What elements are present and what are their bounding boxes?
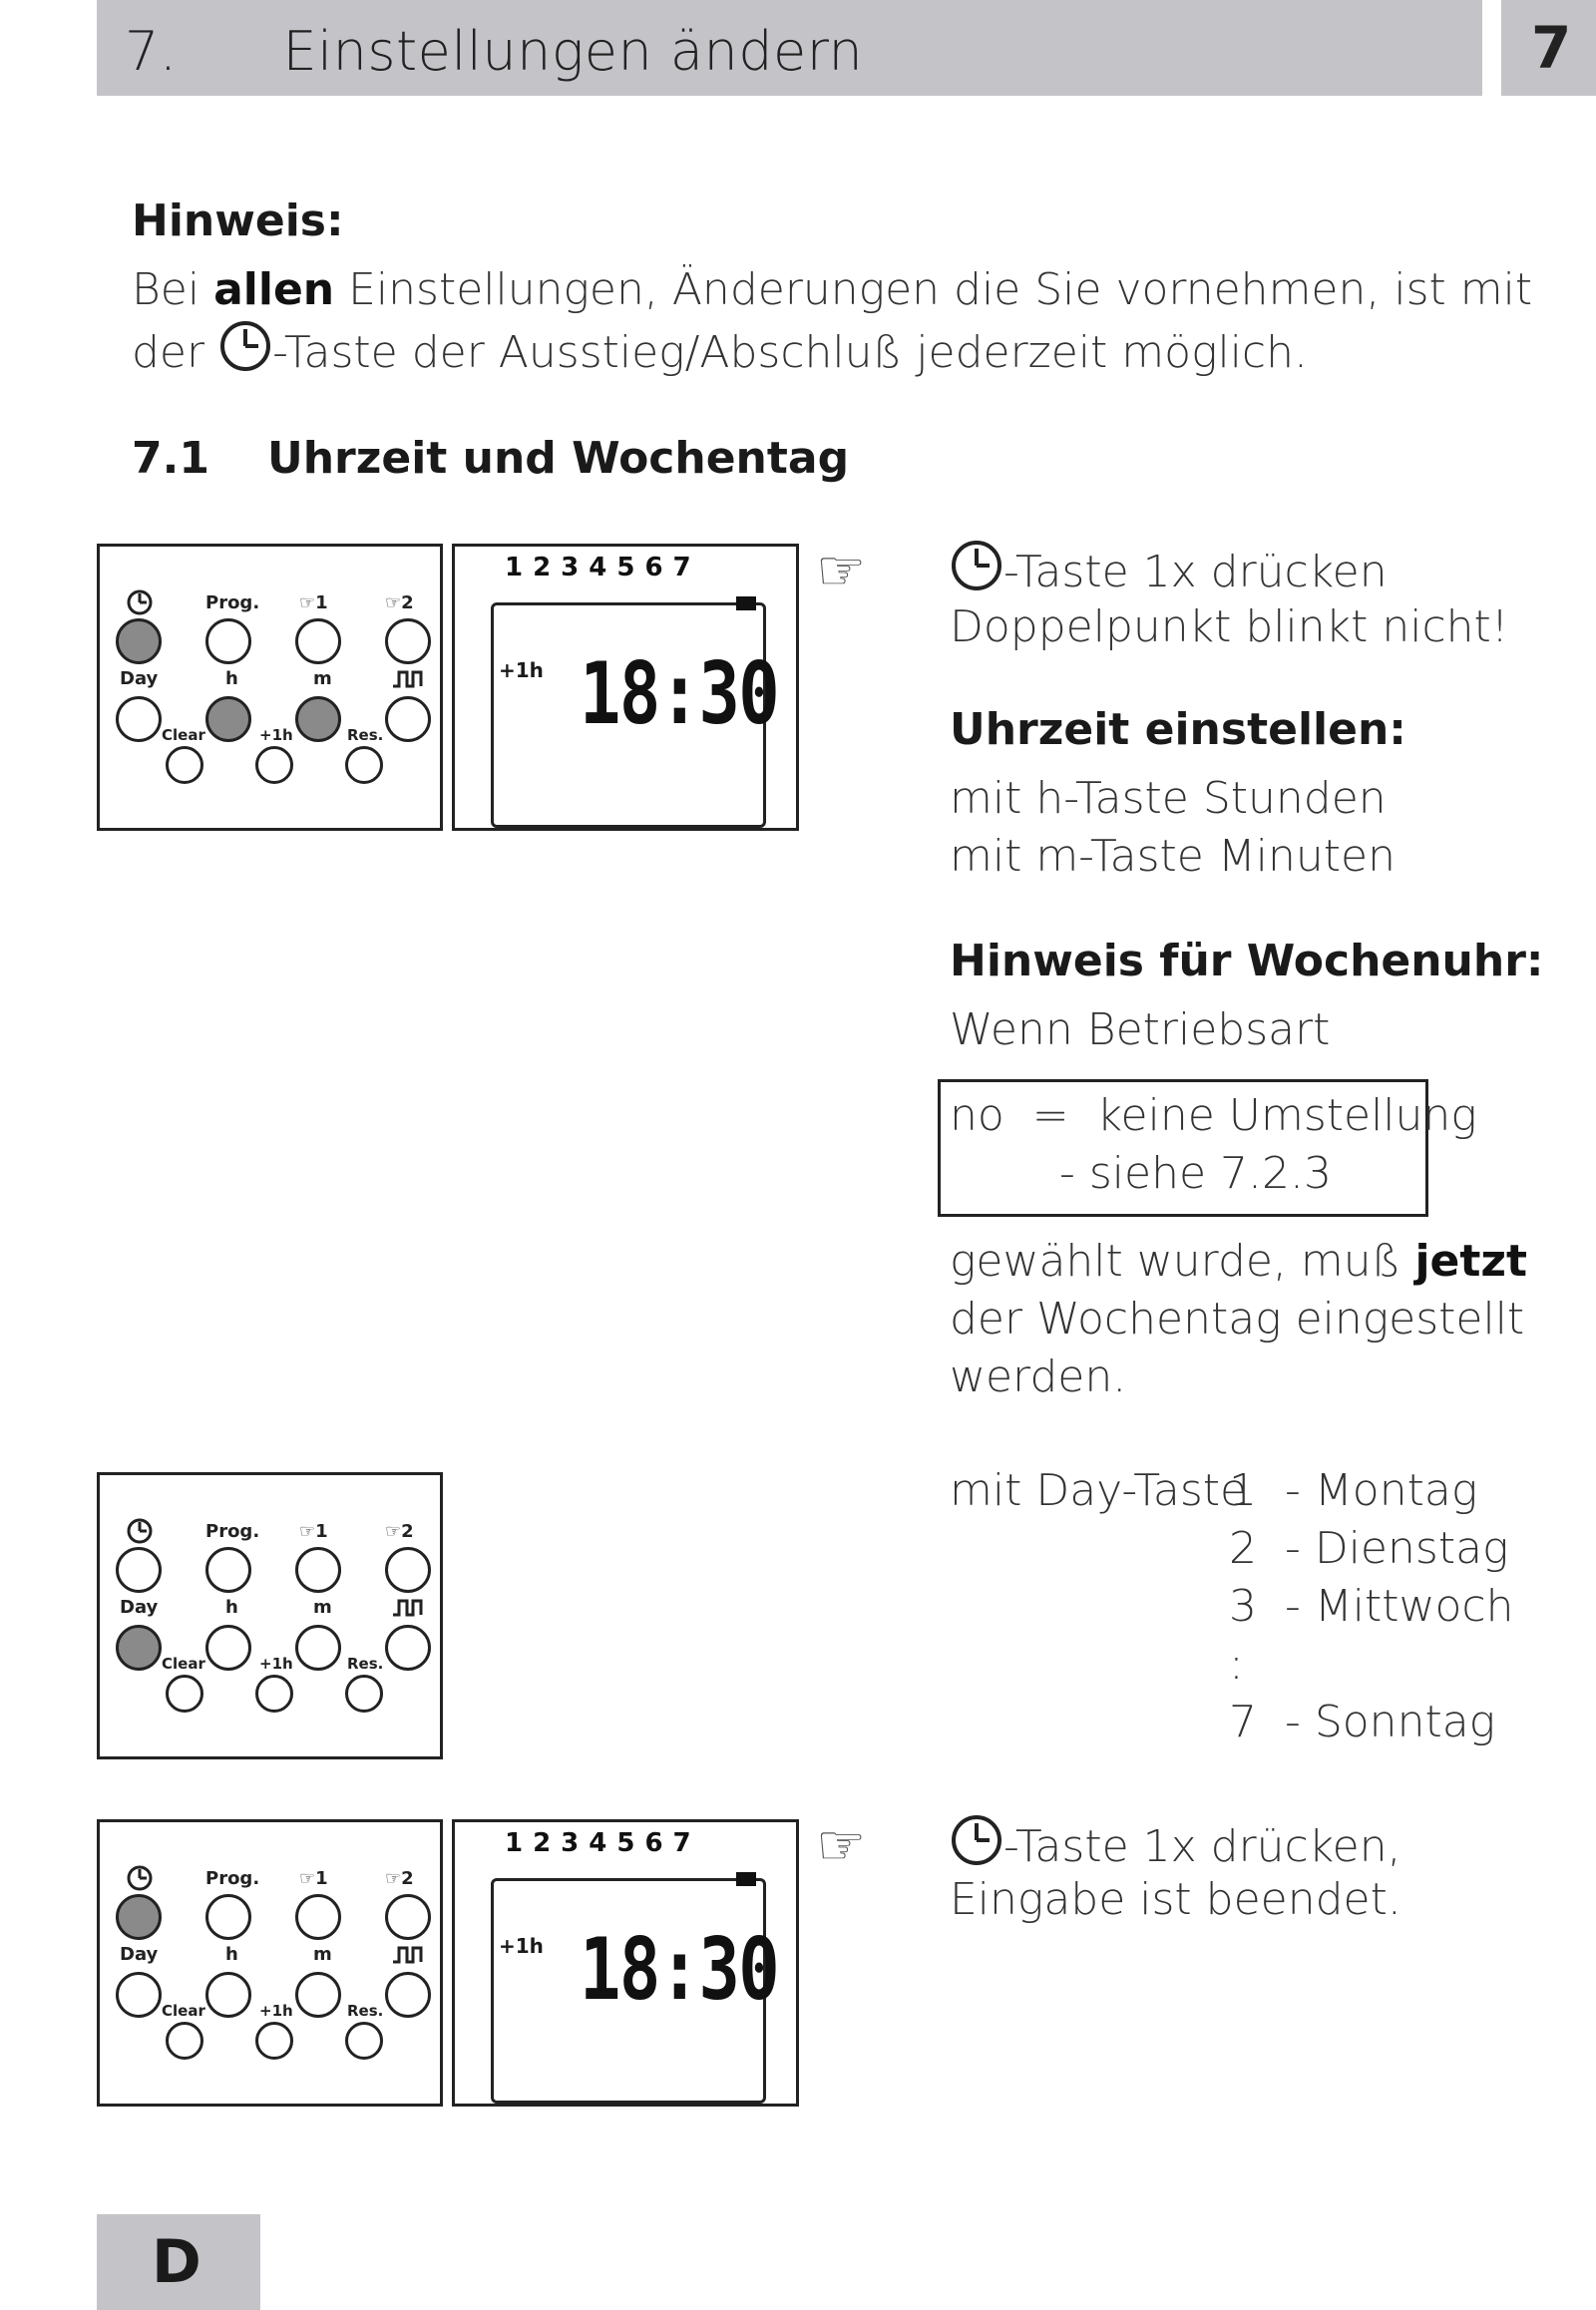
panel-clock-icon: [126, 1517, 154, 1545]
day-list-item: 3 - Mittwoch: [1229, 1581, 1514, 1632]
label-day: Day: [120, 668, 159, 689]
lcd-time: 18:30: [580, 1920, 779, 2020]
button-panel-1: [97, 544, 443, 831]
clock-icon: [950, 539, 1003, 592]
m-button[interactable]: [295, 1972, 341, 2018]
lcd-plus1h: +1h: [499, 658, 544, 682]
plus1h-button[interactable]: [255, 2022, 293, 2060]
step1-heading: Uhrzeit einstellen:: [950, 704, 1406, 755]
label-res: Res.: [347, 2002, 384, 2020]
label-hand-1: ☞1: [299, 592, 328, 613]
pulse-button[interactable]: [385, 1625, 431, 1671]
pulse-icon: [391, 1944, 425, 1966]
step2-line-1: -Taste 1x drücken,: [950, 1813, 1401, 1876]
day-list-item: 1 - Montag: [1229, 1465, 1478, 1516]
label-prog: Prog.: [205, 1868, 260, 1889]
label-m: m: [313, 1597, 332, 1618]
step1-line-1: -Taste 1x drücken: [950, 539, 1388, 601]
label-clear: Clear: [162, 726, 205, 744]
label-hand-1: ☞1: [299, 1868, 328, 1889]
label-clear: Clear: [162, 1655, 205, 1673]
label-res: Res.: [347, 1655, 384, 1673]
panel-clock-icon: [126, 588, 154, 616]
day-button[interactable]: [116, 1625, 162, 1671]
step2-line-2: Eingabe ist beendet.: [950, 1874, 1401, 1925]
hand1-button[interactable]: [295, 618, 341, 664]
lcd-plus1h: +1h: [499, 1934, 544, 1958]
pulse-button[interactable]: [385, 696, 431, 742]
m-button[interactable]: [295, 696, 341, 742]
plus1h-button[interactable]: [255, 1675, 293, 1713]
label-h: h: [225, 668, 238, 689]
clock-button[interactable]: [116, 618, 162, 664]
button-panel-3: [97, 1819, 443, 2107]
prog-button[interactable]: [205, 618, 251, 664]
hand2-button[interactable]: [385, 618, 431, 664]
page-title: [125, 20, 863, 83]
clock-button[interactable]: [116, 1894, 162, 1940]
label-hand-1: ☞1: [299, 1521, 328, 1542]
label-hand-2: ☞2: [385, 1868, 414, 1889]
lcd-display-1: [452, 544, 799, 831]
step1-line-3: mit h-Taste Stunden: [950, 773, 1387, 824]
step1-line-6: gewählt wurde, muß jetzt: [950, 1236, 1528, 1287]
label-plus1h: +1h: [259, 1655, 293, 1673]
day-button[interactable]: [116, 1972, 162, 2018]
intro-heading: Hinweis:: [132, 195, 344, 246]
label-day: Day: [120, 1944, 159, 1965]
label-m: m: [313, 1944, 332, 1965]
label-m: m: [313, 668, 332, 689]
language-letter: D: [152, 2227, 201, 2297]
intro-line-2: der -Taste der Ausstieg/Abschluß jederzeit möglich.: [132, 319, 1308, 382]
day-list-item: 2 - Dienstag: [1229, 1523, 1509, 1574]
day-list-prefix: mit Day-Taste: [950, 1465, 1248, 1516]
label-clear: Clear: [162, 2002, 205, 2020]
section-title: Uhrzeit und Wochentag: [267, 433, 850, 484]
label-hand-2: ☞2: [385, 592, 414, 613]
clear-button[interactable]: [166, 746, 203, 784]
prog-button[interactable]: [205, 1894, 251, 1940]
clock-icon: [950, 1813, 1003, 1867]
day-button[interactable]: [116, 696, 162, 742]
day-list-item: 7 - Sonntag: [1229, 1697, 1496, 1747]
lcd-day-marker: [736, 1872, 756, 1886]
note-box-line-2: - siehe 7.2.3: [1059, 1148, 1332, 1199]
label-plus1h: +1h: [259, 726, 293, 744]
day-list-ellipsis: :: [1229, 1639, 1244, 1690]
step1-line-7: der Wochentag eingestellt: [950, 1294, 1525, 1345]
label-day: Day: [120, 1597, 159, 1618]
pointing-hand-icon: ☞: [816, 1813, 867, 1878]
step1-line-2: Doppelpunkt blinkt nicht!: [950, 601, 1509, 652]
lcd-weekdays: 1234567: [505, 553, 701, 582]
res-button[interactable]: [345, 746, 383, 784]
label-res: Res.: [347, 726, 384, 744]
label-h: h: [225, 1597, 238, 1618]
pulse-icon: [391, 668, 425, 690]
note-box-line-1: no = keine Umstellung: [950, 1090, 1477, 1141]
pulse-icon: [391, 1597, 425, 1619]
step1-line-5: Wenn Betriebsart: [950, 1004, 1331, 1055]
panel-clock-icon: [126, 1864, 154, 1892]
step1-line-8: werden.: [950, 1351, 1127, 1402]
clock-button[interactable]: [116, 1547, 162, 1593]
lcd-weekdays: 1234567: [505, 1828, 701, 1858]
hand2-button[interactable]: [385, 1894, 431, 1940]
clock-icon: [218, 319, 272, 373]
button-panel-2: [97, 1472, 443, 1759]
step1-heading-2: Hinweis für Wochenuhr:: [950, 936, 1544, 986]
chapter-number: 7: [1531, 14, 1572, 82]
label-hand-2: ☞2: [385, 1521, 414, 1542]
pointing-hand-icon: ☞: [816, 539, 867, 603]
prog-button[interactable]: [205, 1547, 251, 1593]
label-prog: Prog.: [205, 592, 260, 613]
hand1-button[interactable]: [295, 1894, 341, 1940]
lcd-display-2: [452, 1819, 799, 2107]
label-h: h: [225, 1944, 238, 1965]
lcd-time: 18:30: [580, 644, 779, 744]
m-button[interactable]: [295, 1625, 341, 1671]
h-button[interactable]: [205, 696, 251, 742]
intro-line-1: Bei allen Einstellungen, Änderungen die Sie vornehmen, ist mit: [132, 264, 1533, 315]
lcd-day-marker: [736, 596, 756, 610]
plus1h-button[interactable]: [255, 746, 293, 784]
clear-button[interactable]: [166, 1675, 203, 1713]
pulse-button[interactable]: [385, 1972, 431, 2018]
hand1-button[interactable]: [295, 1547, 341, 1593]
section-number: 7.1: [132, 433, 209, 484]
title-number: 7.: [125, 20, 178, 83]
step1-line-4: mit m-Taste Minuten: [950, 831, 1396, 882]
label-prog: Prog.: [205, 1521, 260, 1542]
label-plus1h: +1h: [259, 2002, 293, 2020]
res-button[interactable]: [345, 2022, 383, 2060]
hand2-button[interactable]: [385, 1547, 431, 1593]
h-button[interactable]: [205, 1625, 251, 1671]
title-text: Einstellungen ändern: [282, 20, 864, 83]
clear-button[interactable]: [166, 2022, 203, 2060]
h-button[interactable]: [205, 1972, 251, 2018]
res-button[interactable]: [345, 1675, 383, 1713]
